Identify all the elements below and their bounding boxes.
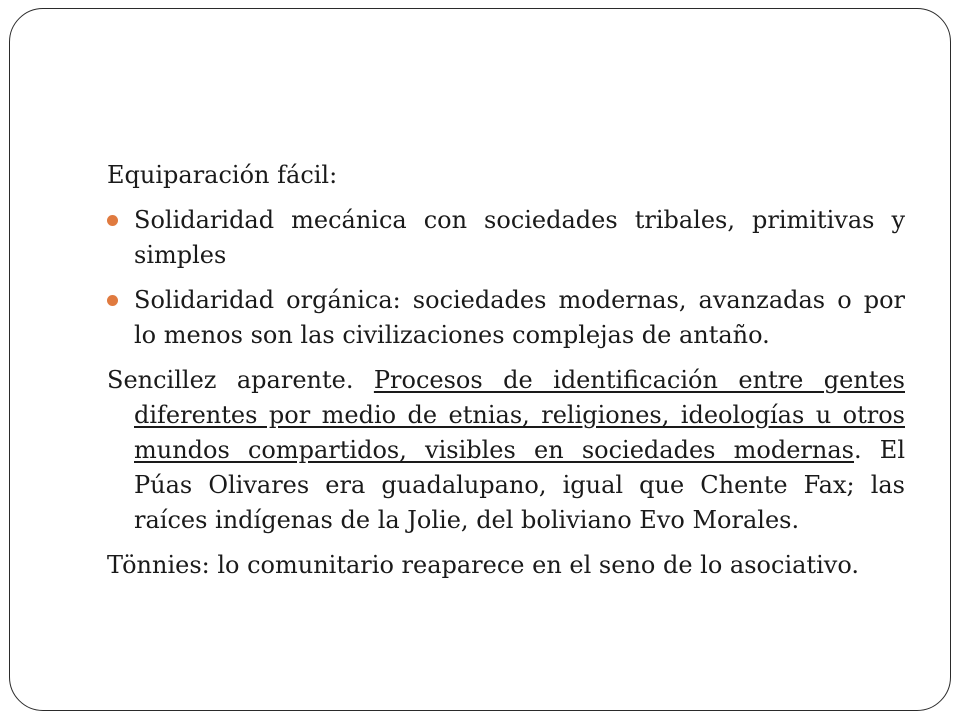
bullet-item-organic xyxy=(107,283,905,353)
bullet-text: Solidaridad orgánica: sociedades modernas, avanzadas o por lo menos son las civilizaciones complejas de antaño. xyxy=(134,286,905,349)
closing-text: Tönnies: lo comunitario reaparece en el seno de lo asociativo. xyxy=(107,551,859,579)
slide-content xyxy=(107,158,905,593)
paragraph-rest: . El Púas Olivares era guadalupano, igual que Chente Fax; las raíces indígenas de la Jolie, del boliviano Evo Morales. xyxy=(134,436,906,534)
intro-text: Equiparación fácil: xyxy=(107,161,338,189)
bullet-list xyxy=(107,203,905,353)
apparent-simplicity-paragraph xyxy=(107,363,905,538)
underlined-passage: Procesos de identificación entre gentes diferentes por medio de etnias, religiones, ideologías u otros mundos compartidos, visibles en sociedades modernas xyxy=(134,366,905,464)
bullet-text: Solidaridad mecánica con sociedades tribales, primitivas y simples xyxy=(134,206,905,269)
paragraph-lead: Sencillez aparente. xyxy=(107,366,374,394)
bullet-item-mechanical xyxy=(107,203,905,273)
bullet-dot-icon xyxy=(107,295,118,306)
bullet-dot-icon xyxy=(107,215,118,226)
